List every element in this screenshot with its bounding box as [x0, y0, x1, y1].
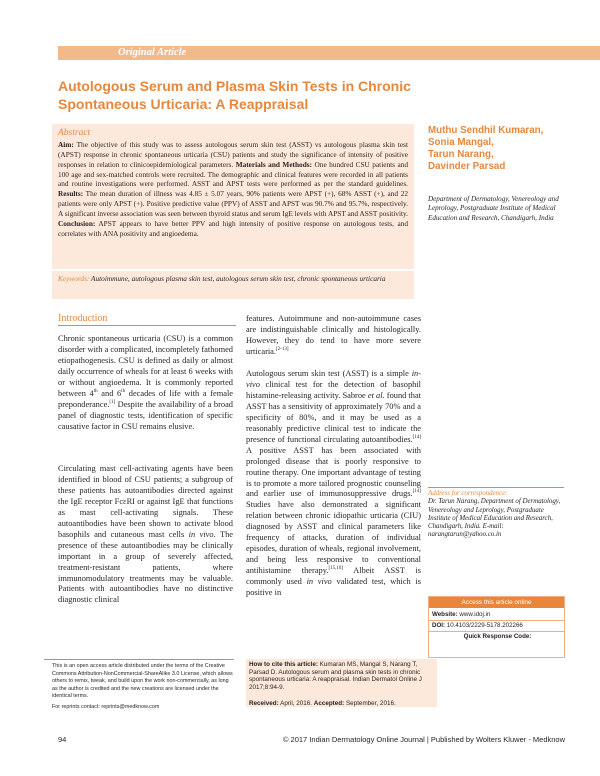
conclusion-text: APST appears to have better PPV and high intensity of positive response on autologous tests, and correlates with ANA positivity and angioedema.	[58, 218, 408, 238]
article-type-label: Original Article	[118, 47, 187, 58]
introduction-rule	[58, 325, 236, 326]
citation-ref: [14]	[412, 489, 421, 495]
author-name: Muthu Sendhil Kumaran,	[428, 125, 544, 136]
abstract-text	[58, 140, 408, 238]
conclusion-label: Conclusion:	[58, 218, 96, 228]
license-text: This is an open access article distributed under the terms of the Creative Commons Attribution-NonCommercial-ShareAlike 3.0 License, which allows others to remix, tweak, and build upon the work non-commercially, as long as the author is credited and the new creations are licensed under the identical terms.	[52, 663, 233, 699]
author-affiliation: Department of Dermatology, Venereology and Leprology, Postgraduate Institute of Medical Education and Research, Chandigarh, India	[428, 195, 559, 222]
text-run: validated test, which is positive in	[246, 577, 421, 598]
divider	[429, 631, 564, 632]
italic-run: in vivo	[306, 577, 332, 587]
methods-label: Materials and Methods:	[235, 159, 313, 169]
accepted-label: Accepted:	[313, 700, 345, 707]
accepted-date: September, 2016.	[344, 700, 396, 707]
footnote-rule	[44, 659, 234, 660]
article-title: Autologous Serum and Plasma Skin Tests in Chronic Spontaneous Urticaria: A Reappraisal	[58, 78, 411, 112]
qr-label: Quick Response Code:	[463, 633, 532, 640]
keywords-value: Autoimmune, autologous plasma skin test, autologous serum skin test, chronic spontaneous urticaria	[91, 274, 386, 283]
intro-paragraph-1	[58, 334, 233, 433]
citation-ref: [14]	[412, 434, 421, 440]
intro-paragraph-2	[58, 464, 233, 606]
copyright-line: © 2017 Indian Dermatology Online Journal | Published by Wolters Kluwer - Medknow	[282, 735, 565, 744]
text-run: decades of life with a female preponderance.	[58, 388, 234, 409]
doi-label: DOI:	[432, 622, 446, 629]
cite-text: Kumaran MS, Mangal S, Narang T, Parsad D. Autologous serum and plasma skin tests in chronic spontaneous urticaria: A reappraisal. Indian Dermatol Online J 2017;8:94-9.	[249, 661, 422, 692]
italic-run: et al.	[367, 390, 385, 400]
access-heading: Access this article online	[429, 597, 564, 608]
divider	[429, 620, 564, 621]
citation-ref: [2-13]	[276, 347, 289, 353]
intro-paragraph-3	[246, 314, 421, 358]
received-date: April, 2016.	[278, 700, 314, 707]
website-link[interactable]: www.idoj.in	[459, 611, 491, 618]
correspondence-label: Address for correspondence:	[428, 490, 508, 497]
citation-ref: [15,16]	[328, 566, 344, 572]
text-run: found that ASST has a sensitivity of approximately 70% and a specificity of 80%, and it may be used as a reasonably predictive clinical test to indicate the presence of functional circulating autoantibodies.	[246, 390, 421, 444]
text-run: clinical test for the detection of basophil histamine-releasing activity. Sabroe	[246, 379, 421, 400]
doi-row	[432, 622, 563, 629]
text-run: Albeit ASST is commonly used	[246, 566, 421, 587]
received-label: Received:	[249, 700, 279, 707]
reprints-text: For reprints contact: reprints@medknow.com	[52, 704, 160, 710]
website-row	[432, 611, 563, 618]
correspondence-text: Dr. Tarun Narang, Department of Dermatology, Venereology and Leprology, Postgraduate Institute of Medical Education and Research, Chandigarh, India. E-mail: narangtarun@yahoo.co.in	[428, 498, 561, 539]
intro-paragraph-4	[246, 369, 421, 599]
methods-text: One hundred CSU patients and 100 age and sex-matched controls were recruited. The demographic and clinical features were recorded in all patients and routine investigations were performed. ASST and APST tests were performed as per the standard guidelines.	[58, 159, 408, 189]
cite-label: How to cite this article:	[249, 661, 318, 668]
author-name: Tarun Narang,	[428, 149, 494, 160]
author-name: Davinder Parsad	[428, 161, 506, 172]
aim-label: Aim:	[58, 140, 74, 149]
abstract-heading: Abstract	[58, 128, 91, 138]
text-run: A positive ASST has been associated with prolonged disease that is poorly responsive to routine therapy. One important advantage of testing is to promote a more tailored prognostic counseling and earlier use of immunosuppressive drugs.	[246, 445, 421, 499]
keywords	[58, 274, 408, 284]
received-dates	[249, 700, 396, 707]
text-run: Autologous serum skin test (ASST) is a simple	[246, 369, 412, 378]
website-label: Website:	[432, 611, 458, 618]
text-run: Despite the availability of a broad panel of diagnostic tests, identification of specific causative factor in CSU remains elusive.	[58, 399, 233, 431]
access-online-box	[428, 596, 565, 658]
text-run: . The presence of these autoantibodies may be clinically important in a group of severely affected, treatment-resistant patients, where immunomodulatory treatments may be valuable. Patients with autoantibodies have no distinctive diagnostic clinical	[58, 529, 233, 605]
correspondence-block	[428, 490, 568, 540]
aim-text: The objective of this study was to assess autologous serum skin test (ASST) vs autologous plasma skin test (APST) response in chronic spontaneous urticaria (CSU) patients and study the significance of intensity of positive responses in relation to clinicoepidemiological parameters.	[58, 140, 408, 169]
text-run: Circulating mast cell-activating agents have been identified in blood of CSU patients; a subgroup of these patients has autoantibodies directed against the IgE receptor FcεRI or against IgE that functions as mast cell-activating signals. These autoantibodies have been shown to activate blood basophils and cutaneous mast cells	[58, 464, 233, 539]
doi-link[interactable]: 10.4103/2229-5178.202266	[446, 622, 523, 629]
text-run: Chronic spontaneous urticaria (CSU) is a common disorder with a complicated, incompletely fathomed etiopathogenesis. CSU is defined as daily or almost daily occurrence of wheals for at least 6 weeks with or without angioedema. It is commonly reported between 4	[58, 334, 233, 398]
correspondence-rule	[428, 487, 564, 488]
italic-run: in-vivo	[246, 369, 421, 389]
superscript: th	[93, 388, 98, 394]
citation-ref: [1]	[109, 399, 116, 405]
text-run: and 6	[97, 388, 122, 398]
author-list	[428, 125, 548, 173]
text-run: features. Autoimmune and non-autoimmune cases are indistinguishable clinically and histologically. However, they do tend to have more severe urticaria.	[246, 314, 421, 356]
author-name: Sonia Mangal,	[428, 137, 494, 148]
results-label: Results:	[58, 189, 84, 199]
italic-run: in vivo	[188, 529, 214, 539]
introduction-heading: Introduction	[58, 313, 108, 324]
page-number: 94	[58, 735, 67, 744]
superscript: th	[121, 388, 126, 394]
keywords-label: Keywords:	[58, 274, 92, 283]
text-run: Studies have also demonstrated a significant relation between chronic idiopathic urticaria (CIU) diagnosed by ASST and clinical parameters like frequency of attacks, duration of individual episodes, duration of wheals, regional involvement, and being less responsive to conventional antihistamine therapy.	[246, 500, 421, 576]
results-text: The mean duration of illness was 4.85 ± 5.07 years, 90% patients were APST (+), 68% ASST (+), and 22 patients were only APST (+). Positive predictive value (PPV) of ASST and APST was 90.7% and 95.7%, respectively. A significant inverse association was seen between thyroid status and serum IgE levels with APST and ASST positivity.	[58, 189, 408, 218]
